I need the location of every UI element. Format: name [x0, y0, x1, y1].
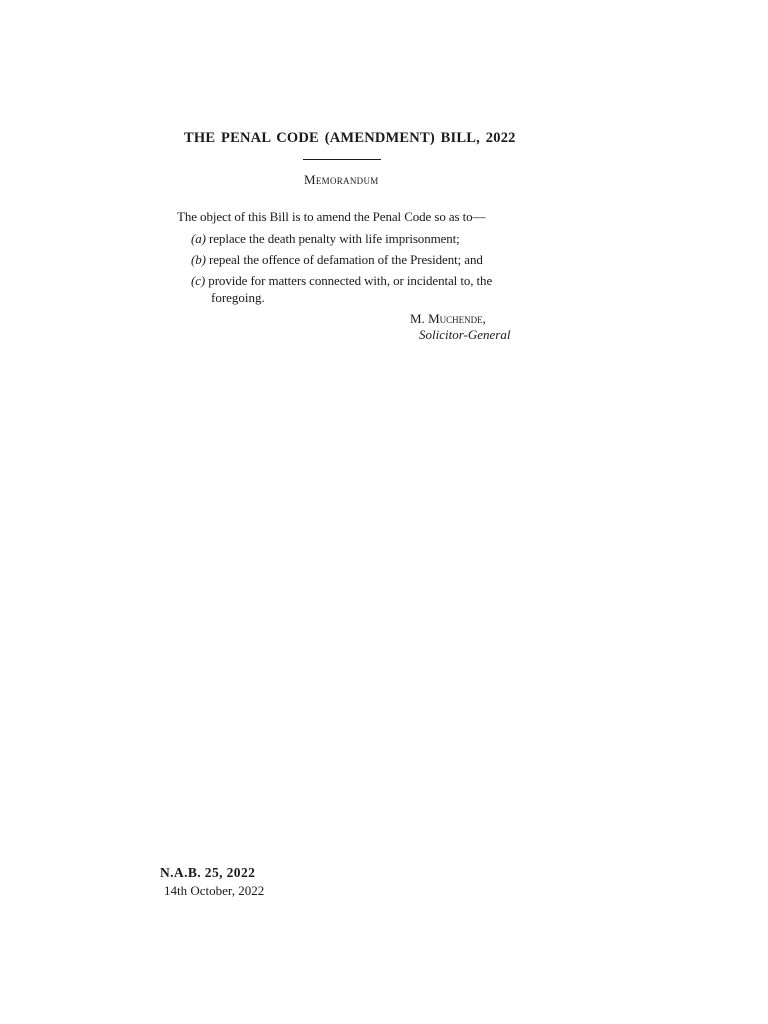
bill-title: THE PENAL CODE (AMENDMENT) BILL, 2022 [184, 130, 516, 146]
item-text: provide for matters connected with, or incidental to, the [208, 273, 493, 288]
item-label: (b) [191, 252, 206, 267]
memorandum-item-a [191, 231, 460, 247]
memorandum-item-c-continuation: foregoing. [211, 290, 265, 305]
item-text: repeal the offence of defamation of the President; and [209, 252, 483, 267]
title-rule [303, 159, 381, 160]
memorandum-item-b [191, 252, 483, 268]
item-text: replace the death penalty with life imprisonment; [209, 231, 460, 246]
signatory-title: Solicitor-General [419, 327, 511, 342]
signatory-initial: M. [410, 311, 425, 326]
memorandum-heading: Memorandum [304, 172, 379, 187]
signatory-surname: Muchende, [428, 311, 486, 326]
bill-date: 14th October, 2022 [164, 883, 265, 898]
item-label: (c) [191, 273, 206, 288]
memorandum-intro: The object of this Bill is to amend the Penal Code so as to— [177, 209, 486, 224]
signatory-name [410, 311, 486, 327]
bill-number: N.A.B. 25, 2022 [160, 865, 256, 880]
memorandum-item-c [191, 273, 492, 289]
item-label: (a) [191, 231, 206, 246]
